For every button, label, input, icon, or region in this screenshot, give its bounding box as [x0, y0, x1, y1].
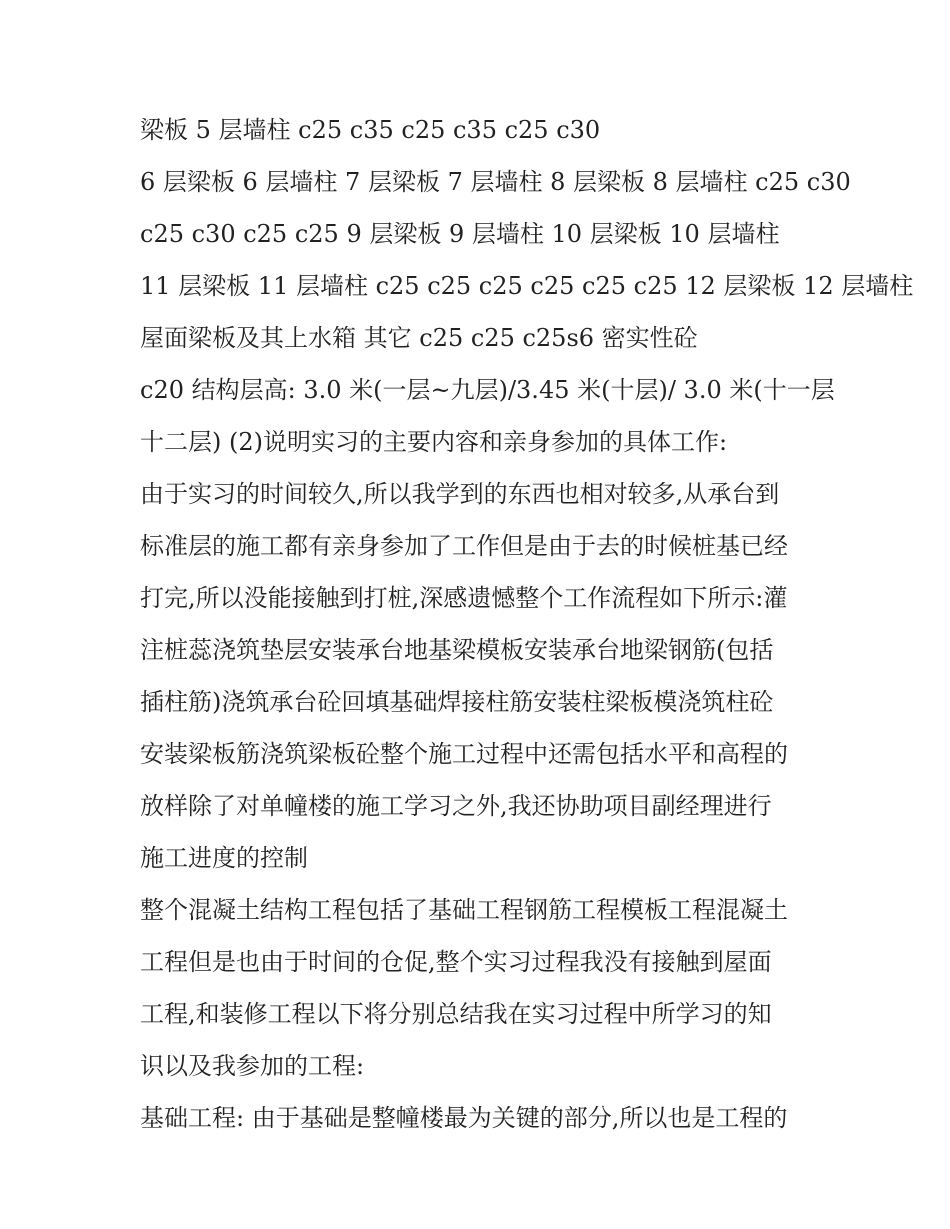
- text-line: 插柱筋)浇筑承台砼回填基础焊接柱筋安装柱梁板模浇筑柱砼: [140, 688, 774, 716]
- text-line: 安装梁板筋浇筑梁板砼整个施工过程中还需包括水平和高程的: [140, 740, 788, 768]
- text-line: 由于实习的时间较久,所以我学到的东西也相对较多,从承台到: [140, 480, 780, 508]
- text-line: 6 层梁板 6 层墙柱 7 层梁板 7 层墙柱 8 层梁板 8 层墙柱 c25 c30: [140, 168, 851, 196]
- text-line: 放样除了对单幢楼的施工学习之外,我还协助项目副经理进行: [140, 792, 772, 820]
- text-line: c25 c30 c25 c25 9 层梁板 9 层墙柱 10 层梁板 10 层墙柱: [140, 220, 780, 248]
- document-body: [140, 104, 914, 1144]
- text-line: 十二层) (2)说明实习的主要内容和亲身参加的具体工作:: [140, 428, 728, 456]
- text-line: 识以及我参加的工程:: [140, 1052, 365, 1080]
- text-line: 工程但是也由于时间的仓促,整个实习过程我没有接触到屋面: [140, 948, 772, 976]
- text-line: 基础工程: 由于基础是整幢楼最为关键的部分,所以也是工程的: [140, 1104, 788, 1132]
- text-line: 施工进度的控制: [140, 844, 308, 872]
- text-line: 梁板 5 层墙柱 c25 c35 c25 c35 c25 c30: [140, 116, 601, 144]
- text-line: 注桩蕊浇筑垫层安装承台地基梁模板安装承台地梁钢筋(包括: [140, 636, 774, 664]
- text-line: 工程,和装修工程以下将分别总结我在实习过程中所学习的知: [140, 1000, 772, 1028]
- text-line: 11 层梁板 11 层墙柱 c25 c25 c25 c25 c25 c25 12 层梁板 12 层墙柱: [140, 272, 914, 300]
- text-line: 整个混凝土结构工程包括了基础工程钢筋工程模板工程混凝土: [140, 896, 788, 924]
- text-line: 屋面梁板及其上水箱 其它 c25 c25 c25s6 密实性砼: [140, 324, 698, 352]
- text-line: 标准层的施工都有亲身参加了工作但是由于去的时候桩基已经: [140, 532, 788, 560]
- text-line: c20 结构层高: 3.0 米(一层~九层)/3.45 米(十层)/ 3.0 米(十一层: [140, 376, 835, 404]
- text-line: 打完,所以没能接触到打桩,深感遗憾整个工作流程如下所示:灌: [140, 584, 788, 612]
